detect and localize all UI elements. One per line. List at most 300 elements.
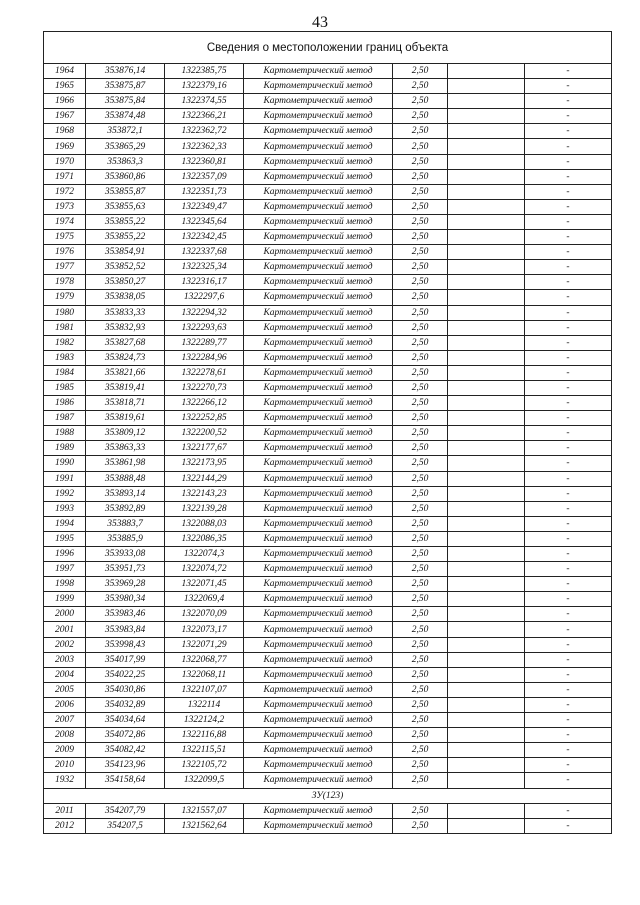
point-number-cell: 1969 bbox=[44, 139, 86, 154]
accuracy-cell: 2,50 bbox=[393, 758, 448, 773]
method-cell: Картометрический метод bbox=[244, 456, 393, 471]
accuracy-cell: 2,50 bbox=[393, 607, 448, 622]
point-number-cell: 2006 bbox=[44, 697, 86, 712]
accuracy-cell: 2,50 bbox=[393, 396, 448, 411]
x-coordinate-cell: 353998,43 bbox=[86, 637, 165, 652]
description-cell bbox=[448, 516, 525, 531]
accuracy-cell: 2,50 bbox=[393, 290, 448, 305]
description-cell bbox=[448, 471, 525, 486]
y-coordinate-cell: 1322337,68 bbox=[165, 245, 244, 260]
table-row bbox=[44, 380, 612, 395]
x-coordinate-cell: 353892,89 bbox=[86, 501, 165, 516]
y-coordinate-cell: 1322284,96 bbox=[165, 350, 244, 365]
method-cell: Картометрический метод bbox=[244, 154, 393, 169]
accuracy-cell: 2,50 bbox=[393, 124, 448, 139]
point-number-cell: 2005 bbox=[44, 682, 86, 697]
note-cell: - bbox=[525, 260, 612, 275]
y-coordinate-cell: 1322351,73 bbox=[165, 184, 244, 199]
accuracy-cell: 2,50 bbox=[393, 426, 448, 441]
y-coordinate-cell: 1322068,11 bbox=[165, 667, 244, 682]
note-cell: - bbox=[525, 622, 612, 637]
method-cell: Картометрический метод bbox=[244, 607, 393, 622]
description-cell bbox=[448, 214, 525, 229]
table-row bbox=[44, 697, 612, 712]
method-cell: Картометрический метод bbox=[244, 592, 393, 607]
table-row bbox=[44, 184, 612, 199]
y-coordinate-cell: 1322385,75 bbox=[165, 64, 244, 79]
table-row bbox=[44, 667, 612, 682]
y-coordinate-cell: 1322316,17 bbox=[165, 275, 244, 290]
description-cell bbox=[448, 426, 525, 441]
y-coordinate-cell: 1322289,77 bbox=[165, 335, 244, 350]
note-cell: - bbox=[525, 471, 612, 486]
point-number-cell: 1980 bbox=[44, 305, 86, 320]
x-coordinate-cell: 353885,9 bbox=[86, 531, 165, 546]
point-number-cell: 1984 bbox=[44, 365, 86, 380]
x-coordinate-cell: 354082,42 bbox=[86, 743, 165, 758]
point-number-cell: 1994 bbox=[44, 516, 86, 531]
section-row bbox=[44, 788, 612, 803]
accuracy-cell: 2,50 bbox=[393, 652, 448, 667]
note-cell: - bbox=[525, 124, 612, 139]
y-coordinate-cell: 1322266,12 bbox=[165, 396, 244, 411]
method-cell: Картометрический метод bbox=[244, 818, 393, 833]
y-coordinate-cell: 1322073,17 bbox=[165, 622, 244, 637]
table-row bbox=[44, 773, 612, 788]
point-number-cell: 1993 bbox=[44, 501, 86, 516]
accuracy-cell: 2,50 bbox=[393, 139, 448, 154]
accuracy-cell: 2,50 bbox=[393, 531, 448, 546]
y-coordinate-cell: 1322099,5 bbox=[165, 773, 244, 788]
note-cell: - bbox=[525, 682, 612, 697]
note-cell: - bbox=[525, 320, 612, 335]
point-number-cell: 2001 bbox=[44, 622, 86, 637]
x-coordinate-cell: 354158,64 bbox=[86, 773, 165, 788]
table-row bbox=[44, 637, 612, 652]
y-coordinate-cell: 1322200,52 bbox=[165, 426, 244, 441]
method-cell: Картометрический метод bbox=[244, 139, 393, 154]
y-coordinate-cell: 1322349,47 bbox=[165, 199, 244, 214]
page-number: 43 bbox=[312, 14, 328, 31]
table-row bbox=[44, 260, 612, 275]
point-number-cell: 1964 bbox=[44, 64, 86, 79]
description-cell bbox=[448, 94, 525, 109]
note-cell: - bbox=[525, 64, 612, 79]
method-cell: Картометрический метод bbox=[244, 531, 393, 546]
table-row bbox=[44, 758, 612, 773]
table-row bbox=[44, 713, 612, 728]
accuracy-cell: 2,50 bbox=[393, 803, 448, 818]
point-number-cell: 1981 bbox=[44, 320, 86, 335]
accuracy-cell: 2,50 bbox=[393, 169, 448, 184]
method-cell: Картометрический метод bbox=[244, 803, 393, 818]
description-cell bbox=[448, 667, 525, 682]
method-cell: Картометрический метод bbox=[244, 426, 393, 441]
table-header-row bbox=[44, 32, 612, 64]
accuracy-cell: 2,50 bbox=[393, 320, 448, 335]
y-coordinate-cell: 1322114 bbox=[165, 697, 244, 712]
x-coordinate-cell: 353833,33 bbox=[86, 305, 165, 320]
method-cell: Картометрический метод bbox=[244, 290, 393, 305]
y-coordinate-cell: 1322068,77 bbox=[165, 652, 244, 667]
note-cell: - bbox=[525, 396, 612, 411]
description-cell bbox=[448, 64, 525, 79]
coordinates-table bbox=[43, 31, 612, 834]
accuracy-cell: 2,50 bbox=[393, 154, 448, 169]
point-number-cell: 1990 bbox=[44, 456, 86, 471]
x-coordinate-cell: 353809,12 bbox=[86, 426, 165, 441]
table-row bbox=[44, 350, 612, 365]
description-cell bbox=[448, 124, 525, 139]
description-cell bbox=[448, 441, 525, 456]
point-number-cell: 2003 bbox=[44, 652, 86, 667]
point-number-cell: 1983 bbox=[44, 350, 86, 365]
x-coordinate-cell: 353838,05 bbox=[86, 290, 165, 305]
y-coordinate-cell: 1322270,73 bbox=[165, 380, 244, 395]
description-cell bbox=[448, 531, 525, 546]
method-cell: Картометрический метод bbox=[244, 743, 393, 758]
x-coordinate-cell: 354207,79 bbox=[86, 803, 165, 818]
note-cell: - bbox=[525, 79, 612, 94]
point-number-cell: 1982 bbox=[44, 335, 86, 350]
note-cell: - bbox=[525, 818, 612, 833]
method-cell: Картометрический метод bbox=[244, 622, 393, 637]
x-coordinate-cell: 354034,64 bbox=[86, 713, 165, 728]
method-cell: Картометрический метод bbox=[244, 214, 393, 229]
x-coordinate-cell: 353893,14 bbox=[86, 486, 165, 501]
accuracy-cell: 2,50 bbox=[393, 562, 448, 577]
accuracy-cell: 2,50 bbox=[393, 728, 448, 743]
point-number-cell: 1991 bbox=[44, 471, 86, 486]
method-cell: Картометрический метод bbox=[244, 169, 393, 184]
table-row bbox=[44, 592, 612, 607]
point-number-cell: 1992 bbox=[44, 486, 86, 501]
y-coordinate-cell: 1322379,16 bbox=[165, 79, 244, 94]
method-cell: Картометрический метод bbox=[244, 335, 393, 350]
method-cell: Картометрический метод bbox=[244, 245, 393, 260]
method-cell: Картометрический метод bbox=[244, 94, 393, 109]
y-coordinate-cell: 1322362,33 bbox=[165, 139, 244, 154]
y-coordinate-cell: 1322116,88 bbox=[165, 728, 244, 743]
note-cell: - bbox=[525, 380, 612, 395]
x-coordinate-cell: 354017,99 bbox=[86, 652, 165, 667]
table-row bbox=[44, 139, 612, 154]
description-cell bbox=[448, 697, 525, 712]
table-row bbox=[44, 652, 612, 667]
accuracy-cell: 2,50 bbox=[393, 441, 448, 456]
y-coordinate-cell: 1322374,55 bbox=[165, 94, 244, 109]
note-cell: - bbox=[525, 199, 612, 214]
x-coordinate-cell: 353821,66 bbox=[86, 365, 165, 380]
accuracy-cell: 2,50 bbox=[393, 94, 448, 109]
note-cell: - bbox=[525, 154, 612, 169]
table-row bbox=[44, 320, 612, 335]
accuracy-cell: 2,50 bbox=[393, 350, 448, 365]
y-coordinate-cell: 1322105,72 bbox=[165, 758, 244, 773]
y-coordinate-cell: 1322357,09 bbox=[165, 169, 244, 184]
table-row bbox=[44, 456, 612, 471]
description-cell bbox=[448, 803, 525, 818]
table-row bbox=[44, 607, 612, 622]
y-coordinate-cell: 1322293,63 bbox=[165, 320, 244, 335]
accuracy-cell: 2,50 bbox=[393, 230, 448, 245]
y-coordinate-cell: 1322366,21 bbox=[165, 109, 244, 124]
table-row bbox=[44, 64, 612, 79]
note-cell: - bbox=[525, 169, 612, 184]
accuracy-cell: 2,50 bbox=[393, 109, 448, 124]
description-cell bbox=[448, 622, 525, 637]
x-coordinate-cell: 354207,5 bbox=[86, 818, 165, 833]
accuracy-cell: 2,50 bbox=[393, 199, 448, 214]
description-cell bbox=[448, 562, 525, 577]
point-number-cell: 1973 bbox=[44, 199, 86, 214]
point-number-cell: 1978 bbox=[44, 275, 86, 290]
y-coordinate-cell: 1322325,34 bbox=[165, 260, 244, 275]
x-coordinate-cell: 353865,29 bbox=[86, 139, 165, 154]
accuracy-cell: 2,50 bbox=[393, 622, 448, 637]
method-cell: Картометрический метод bbox=[244, 365, 393, 380]
accuracy-cell: 2,50 bbox=[393, 486, 448, 501]
y-coordinate-cell: 1322294,32 bbox=[165, 305, 244, 320]
y-coordinate-cell: 1322139,28 bbox=[165, 501, 244, 516]
method-cell: Картометрический метод bbox=[244, 547, 393, 562]
note-cell: - bbox=[525, 139, 612, 154]
accuracy-cell: 2,50 bbox=[393, 667, 448, 682]
description-cell bbox=[448, 230, 525, 245]
method-cell: Картометрический метод bbox=[244, 486, 393, 501]
point-number-cell: 1972 bbox=[44, 184, 86, 199]
table-row bbox=[44, 290, 612, 305]
note-cell: - bbox=[525, 486, 612, 501]
table-row bbox=[44, 154, 612, 169]
y-coordinate-cell: 1322071,45 bbox=[165, 577, 244, 592]
x-coordinate-cell: 353983,46 bbox=[86, 607, 165, 622]
point-number-cell: 2011 bbox=[44, 803, 86, 818]
accuracy-cell: 2,50 bbox=[393, 411, 448, 426]
accuracy-cell: 2,50 bbox=[393, 365, 448, 380]
accuracy-cell: 2,50 bbox=[393, 501, 448, 516]
method-cell: Картометрический метод bbox=[244, 682, 393, 697]
point-number-cell: 1996 bbox=[44, 547, 86, 562]
x-coordinate-cell: 353969,28 bbox=[86, 577, 165, 592]
note-cell: - bbox=[525, 652, 612, 667]
description-cell bbox=[448, 109, 525, 124]
x-coordinate-cell: 353855,22 bbox=[86, 230, 165, 245]
description-cell bbox=[448, 154, 525, 169]
point-number-cell: 1985 bbox=[44, 380, 86, 395]
y-coordinate-cell: 1322074,72 bbox=[165, 562, 244, 577]
point-number-cell: 2012 bbox=[44, 818, 86, 833]
note-cell: - bbox=[525, 547, 612, 562]
table-row bbox=[44, 531, 612, 546]
note-cell: - bbox=[525, 94, 612, 109]
description-cell bbox=[448, 199, 525, 214]
x-coordinate-cell: 353874,48 bbox=[86, 109, 165, 124]
point-number-cell: 1979 bbox=[44, 290, 86, 305]
note-cell: - bbox=[525, 411, 612, 426]
accuracy-cell: 2,50 bbox=[393, 184, 448, 199]
x-coordinate-cell: 353872,1 bbox=[86, 124, 165, 139]
y-coordinate-cell: 1321562,64 bbox=[165, 818, 244, 833]
accuracy-cell: 2,50 bbox=[393, 245, 448, 260]
point-number-cell: 1998 bbox=[44, 577, 86, 592]
note-cell: - bbox=[525, 214, 612, 229]
description-cell bbox=[448, 743, 525, 758]
note-cell: - bbox=[525, 109, 612, 124]
accuracy-cell: 2,50 bbox=[393, 713, 448, 728]
y-coordinate-cell: 1322070,09 bbox=[165, 607, 244, 622]
note-cell: - bbox=[525, 230, 612, 245]
note-cell: - bbox=[525, 758, 612, 773]
y-coordinate-cell: 1322342,45 bbox=[165, 230, 244, 245]
note-cell: - bbox=[525, 531, 612, 546]
x-coordinate-cell: 354123,96 bbox=[86, 758, 165, 773]
description-cell bbox=[448, 380, 525, 395]
note-cell: - bbox=[525, 350, 612, 365]
y-coordinate-cell: 1321557,07 bbox=[165, 803, 244, 818]
table-row bbox=[44, 682, 612, 697]
y-coordinate-cell: 1322069,4 bbox=[165, 592, 244, 607]
method-cell: Картометрический метод bbox=[244, 124, 393, 139]
point-number-cell: 1966 bbox=[44, 94, 86, 109]
table-row bbox=[44, 486, 612, 501]
note-cell: - bbox=[525, 743, 612, 758]
accuracy-cell: 2,50 bbox=[393, 818, 448, 833]
description-cell bbox=[448, 486, 525, 501]
y-coordinate-cell: 1322124,2 bbox=[165, 713, 244, 728]
point-number-cell: 1975 bbox=[44, 230, 86, 245]
note-cell: - bbox=[525, 516, 612, 531]
accuracy-cell: 2,50 bbox=[393, 335, 448, 350]
y-coordinate-cell: 1322252,85 bbox=[165, 411, 244, 426]
x-coordinate-cell: 353875,84 bbox=[86, 94, 165, 109]
note-cell: - bbox=[525, 562, 612, 577]
point-number-cell: 1997 bbox=[44, 562, 86, 577]
point-number-cell: 1971 bbox=[44, 169, 86, 184]
table-row bbox=[44, 79, 612, 94]
point-number-cell: 2009 bbox=[44, 743, 86, 758]
description-cell bbox=[448, 592, 525, 607]
description-cell bbox=[448, 411, 525, 426]
accuracy-cell: 2,50 bbox=[393, 697, 448, 712]
point-number-cell: 1989 bbox=[44, 441, 86, 456]
accuracy-cell: 2,50 bbox=[393, 79, 448, 94]
note-cell: - bbox=[525, 667, 612, 682]
description-cell bbox=[448, 456, 525, 471]
y-coordinate-cell: 1322297,6 bbox=[165, 290, 244, 305]
description-cell bbox=[448, 350, 525, 365]
x-coordinate-cell: 353860,86 bbox=[86, 169, 165, 184]
point-number-cell: 1965 bbox=[44, 79, 86, 94]
accuracy-cell: 2,50 bbox=[393, 682, 448, 697]
y-coordinate-cell: 1322074,3 bbox=[165, 547, 244, 562]
description-cell bbox=[448, 275, 525, 290]
description-cell bbox=[448, 713, 525, 728]
method-cell: Картометрический метод bbox=[244, 411, 393, 426]
method-cell: Картометрический метод bbox=[244, 471, 393, 486]
y-coordinate-cell: 1322088,03 bbox=[165, 516, 244, 531]
table-row bbox=[44, 245, 612, 260]
y-coordinate-cell: 1322345,64 bbox=[165, 214, 244, 229]
description-cell bbox=[448, 139, 525, 154]
method-cell: Картометрический метод bbox=[244, 667, 393, 682]
y-coordinate-cell: 1322177,67 bbox=[165, 441, 244, 456]
x-coordinate-cell: 353933,08 bbox=[86, 547, 165, 562]
note-cell: - bbox=[525, 275, 612, 290]
table-row bbox=[44, 577, 612, 592]
y-coordinate-cell: 1322362,72 bbox=[165, 124, 244, 139]
y-coordinate-cell: 1322360,81 bbox=[165, 154, 244, 169]
point-number-cell: 1987 bbox=[44, 411, 86, 426]
x-coordinate-cell: 353819,41 bbox=[86, 380, 165, 395]
method-cell: Картометрический метод bbox=[244, 260, 393, 275]
point-number-cell: 1999 bbox=[44, 592, 86, 607]
method-cell: Картометрический метод bbox=[244, 758, 393, 773]
method-cell: Картометрический метод bbox=[244, 697, 393, 712]
accuracy-cell: 2,50 bbox=[393, 260, 448, 275]
description-cell bbox=[448, 335, 525, 350]
note-cell: - bbox=[525, 365, 612, 380]
point-number-cell: 1986 bbox=[44, 396, 86, 411]
method-cell: Картометрический метод bbox=[244, 64, 393, 79]
section-label: ЗУ(123) bbox=[44, 788, 612, 803]
description-cell bbox=[448, 818, 525, 833]
method-cell: Картометрический метод bbox=[244, 652, 393, 667]
x-coordinate-cell: 353888,48 bbox=[86, 471, 165, 486]
table-row bbox=[44, 743, 612, 758]
table-row bbox=[44, 230, 612, 245]
table-row bbox=[44, 728, 612, 743]
x-coordinate-cell: 353818,71 bbox=[86, 396, 165, 411]
table-header-title: Сведения о местоположении границ объекта bbox=[44, 32, 612, 64]
x-coordinate-cell: 354032,89 bbox=[86, 697, 165, 712]
x-coordinate-cell: 353819,61 bbox=[86, 411, 165, 426]
accuracy-cell: 2,50 bbox=[393, 471, 448, 486]
description-cell bbox=[448, 773, 525, 788]
description-cell bbox=[448, 577, 525, 592]
y-coordinate-cell: 1322115,51 bbox=[165, 743, 244, 758]
table-row bbox=[44, 335, 612, 350]
method-cell: Картометрический метод bbox=[244, 713, 393, 728]
table-row bbox=[44, 305, 612, 320]
point-number-cell: 1968 bbox=[44, 124, 86, 139]
note-cell: - bbox=[525, 290, 612, 305]
table-row bbox=[44, 94, 612, 109]
y-coordinate-cell: 1322143,23 bbox=[165, 486, 244, 501]
y-coordinate-cell: 1322144,29 bbox=[165, 471, 244, 486]
x-coordinate-cell: 353951,73 bbox=[86, 562, 165, 577]
method-cell: Картометрический метод bbox=[244, 79, 393, 94]
method-cell: Картометрический метод bbox=[244, 728, 393, 743]
x-coordinate-cell: 353863,3 bbox=[86, 154, 165, 169]
table-row bbox=[44, 396, 612, 411]
point-number-cell: 2010 bbox=[44, 758, 86, 773]
note-cell: - bbox=[525, 592, 612, 607]
method-cell: Картометрический метод bbox=[244, 441, 393, 456]
method-cell: Картометрический метод bbox=[244, 516, 393, 531]
point-number-cell: 2002 bbox=[44, 637, 86, 652]
table-row bbox=[44, 214, 612, 229]
description-cell bbox=[448, 320, 525, 335]
y-coordinate-cell: 1322086,35 bbox=[165, 531, 244, 546]
x-coordinate-cell: 353852,52 bbox=[86, 260, 165, 275]
method-cell: Картометрический метод bbox=[244, 773, 393, 788]
method-cell: Картометрический метод bbox=[244, 275, 393, 290]
accuracy-cell: 2,50 bbox=[393, 275, 448, 290]
note-cell: - bbox=[525, 426, 612, 441]
y-coordinate-cell: 1322071,29 bbox=[165, 637, 244, 652]
note-cell: - bbox=[525, 728, 612, 743]
